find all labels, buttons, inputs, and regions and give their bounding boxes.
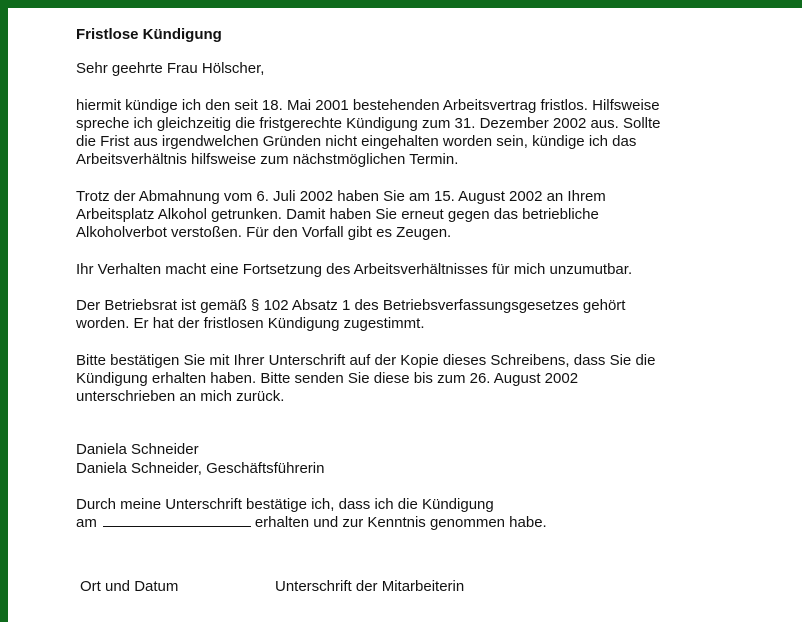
text-line: unterschrieben an mich zurück. — [76, 388, 285, 406]
employee-signature-label: Unterschrift der Mitarbeiterin — [275, 578, 465, 595]
signature-name: Daniela Schneider — [76, 441, 199, 459]
text-line: Trotz der Abmahnung vom 6. Juli 2002 haben Sie am 15. August 2002 an Ihrem — [76, 187, 606, 205]
text-line: Alkoholverbot verstoßen. Für den Vorfall gibt es Zeugen. — [76, 224, 452, 242]
paragraph-unreasonable — [76, 261, 756, 279]
text-line: Kündigung erhalten haben. Bitte senden Sie diese bis zum 26. August 2002 — [76, 369, 579, 387]
paragraph-termination — [76, 97, 756, 170]
salutation: Sehr geehrte Frau Hölscher, — [76, 60, 265, 78]
paragraph-works-council — [76, 297, 756, 334]
text-line: worden. Er hat der fristlosen Kündigung zugestimmt. — [76, 315, 425, 333]
date-blank-line[interactable] — [103, 514, 251, 527]
confirmation-text: Durch meine Unterschrift bestätige ich, dass ich die Kündigung — [76, 496, 494, 514]
place-date-label: Ort und Datum — [80, 578, 179, 595]
text-line: Der Betriebsrat ist gemäß § 102 Absatz 1 des Betriebsverfassungsgesetzes gehört — [76, 296, 626, 314]
signature-name-role: Daniela Schneider, Geschäftsführerin — [76, 459, 325, 477]
paragraph-reason — [76, 188, 756, 243]
confirmation-block — [76, 496, 756, 533]
text-line: spreche ich gleichzeitig die fristgerechte Kündigung zum 31. Dezember 2002 aus. Sollte — [76, 114, 661, 132]
text-line: Arbeitsplatz Alkohol getrunken. Damit haben Sie erneut gegen das betriebliche — [76, 206, 599, 224]
text-line: Bitte bestätigen Sie mit Ihrer Unterschrift auf der Kopie dieses Schreibens, dass Sie die — [76, 351, 656, 369]
confirmation-date-line — [76, 514, 756, 532]
letter-title: Fristlose Kündigung — [76, 26, 222, 43]
confirmation-suffix: erhalten und zur Kenntnis genommen habe. — [254, 514, 547, 532]
paragraph-confirmation-request — [76, 352, 756, 407]
text-line: Arbeitsverhältnis hilfsweise zum nächstmöglichen Termin. — [76, 151, 459, 169]
text-line: Ihr Verhalten macht eine Fortsetzung des Arbeitsverhältnisses für mich unzumutbar. — [76, 260, 633, 278]
text-line: die Frist aus irgendwelchen Gründen nicht eingehalten worden sein, kündige ich das — [76, 133, 637, 151]
text-line: hiermit kündige ich den seit 18. Mai 2001 bestehenden Arbeitsvertrag fristlos. Hilfsweise — [76, 96, 660, 114]
date-prefix: am — [76, 514, 97, 532]
letter-body — [76, 26, 756, 551]
signature-block — [76, 441, 756, 478]
